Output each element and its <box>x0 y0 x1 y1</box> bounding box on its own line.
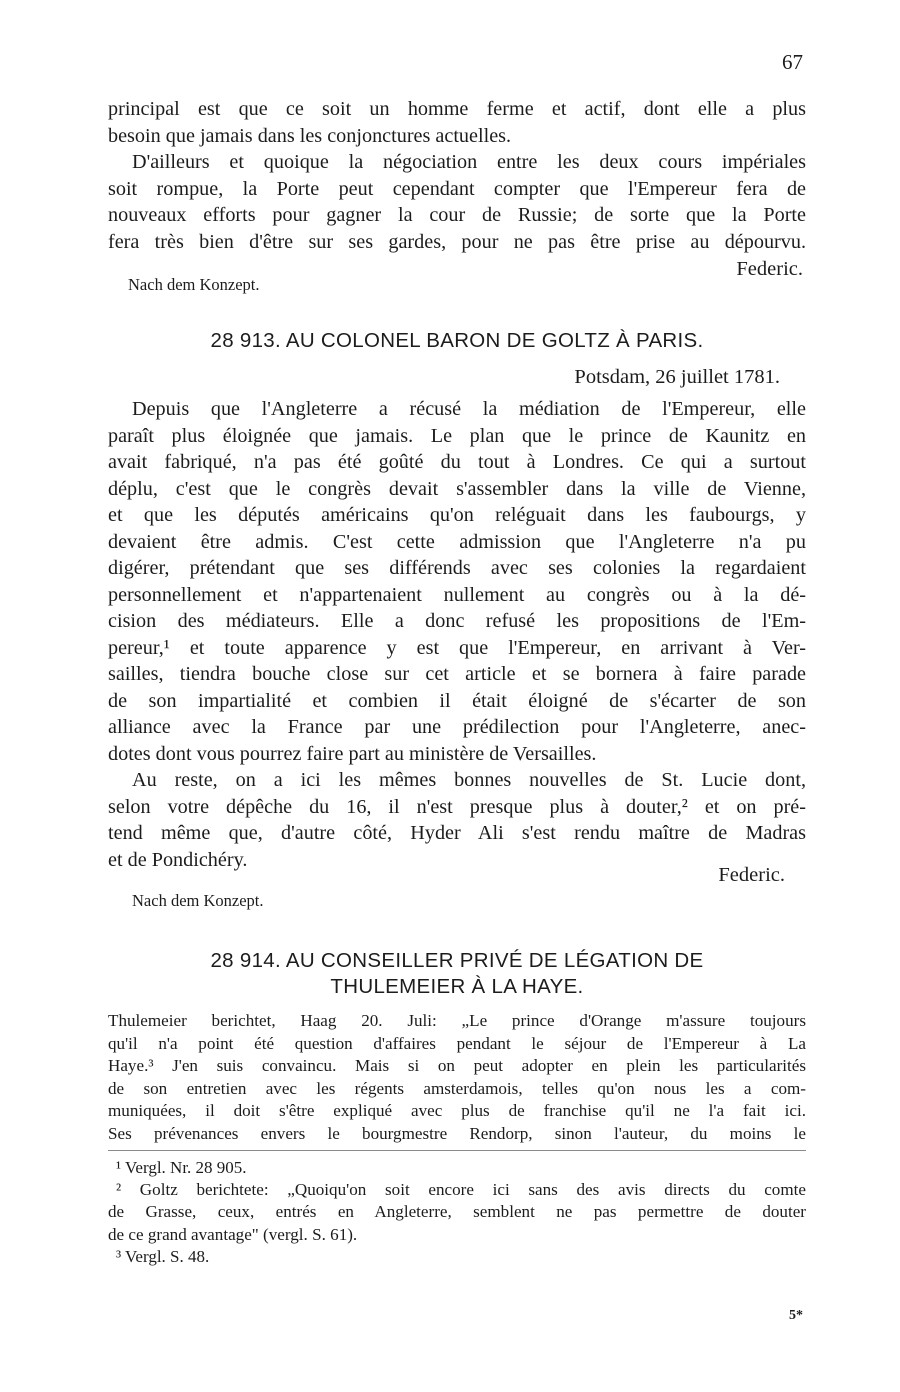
text-line: digérer, prétendant que ses différends avec ses colonies la regardaient <box>108 557 806 579</box>
text-line: Ses prévenances envers le bourgmestre Rendorp, sinon l'auteur, du moins le <box>108 1123 806 1143</box>
text-line: selon votre dépêche du 16, il n'est presque plus à douter,² et on pré- <box>108 795 806 818</box>
previous-letter-text <box>108 96 806 255</box>
text-line: Au reste, on a ici les mêmes bonnes nouvelles de St. Lucie dont, <box>132 769 806 791</box>
text-line: qu'il n'a point été question d'affaires pendant le séjour de l'Empereur à La <box>108 1033 806 1053</box>
footnote-line: de ce grand avantage" (vergl. S. 61). <box>108 1224 358 1244</box>
letter-text <box>108 396 806 873</box>
footnote-2 <box>108 1179 806 1202</box>
text-line: Haye.³ J'en suis convaincu. Mais si on peut adopter en plein les particularités <box>108 1056 806 1075</box>
letter-heading <box>108 328 806 354</box>
letter-heading <box>108 948 806 1000</box>
text-line: tend même que, d'autre côté, Hyder Ali s'est rendu maître de Madras <box>108 822 806 844</box>
letter-heading-line: 28 913. AU COLONEL BARON DE GOLTZ À PARIS. <box>210 329 704 352</box>
text-line: Thulemeier berichtet, Haag 20. Juli: „Le prince d'Orange m'assure toujours <box>108 1011 806 1030</box>
footnote-1: ¹ Vergl. Nr. 28 905. <box>116 1158 247 1177</box>
source-note: Nach dem Konzept. <box>132 891 264 910</box>
source-note: Nach dem Konzept. <box>128 275 260 294</box>
text-line: paraît plus éloignée que jamais. Le plan que le prince de Kaunitz en <box>108 424 806 447</box>
text-line: devaient être admis. C'est cette admission que l'Angleterre n'a pu <box>108 530 806 553</box>
signature: Federic. <box>736 258 803 280</box>
signature: Federic. <box>718 864 785 886</box>
text-line: principal est que ce soit un homme ferme et actif, dont elle a plus <box>108 98 806 120</box>
text-line: de son impartialité et combien il était éloigné de s'écarter de son <box>108 689 806 712</box>
text-line: déplu, c'est que le congrès devait s'assembler dans la ville de Vienne, <box>108 477 806 500</box>
text-line: Depuis que l'Angleterre a récusé la médiation de l'Empereur, elle <box>132 398 806 420</box>
place-date: Potsdam, 26 juillet 1781. <box>574 366 780 388</box>
footnotes <box>108 1157 806 1268</box>
text-line: et que les députés américains qu'on reléguait dans les faubourgs, y <box>108 504 806 526</box>
footnote-2-cont <box>108 1201 806 1246</box>
text-line: de son entretien avec les régents amsterdamois, telles qu'on nous les a com- <box>108 1078 806 1098</box>
page-number: 67 <box>782 50 803 74</box>
footnote-divider <box>108 1150 806 1151</box>
text-line: nouveaux efforts pour gagner la cour de Russie; de sorte que la Porte <box>108 204 806 226</box>
text-line: alliance avec la France par une prédilection pour l'Angleterre, anec- <box>108 716 806 738</box>
text-line: personnellement et n'appartenaient nullement au congrès ou à la dé- <box>108 583 806 606</box>
text-line: fera très bien d'être sur ses gardes, pour ne pas être prise au dépourvu. <box>108 230 806 253</box>
letter-heading-line: THULEMEIER À LA HAYE. <box>330 975 584 998</box>
text-line: et de Pondichéry. <box>108 848 248 871</box>
text-line: pereur,¹ et toute apparence y est que l'Empereur, en arrivant à Ver- <box>108 636 806 659</box>
footnote-line: ² Goltz berichtete: „Quoiqu'on soit encore ici sans des avis directs du comte <box>116 1179 806 1199</box>
text-line: sailles, tiendra bouche close sur cet article et se bornera à faire parade <box>108 663 806 685</box>
sheet-signature-mark: 5* <box>789 1308 803 1323</box>
text-line: D'ailleurs et quoique la négociation entre les deux cours impériales <box>132 151 806 173</box>
text-line: cision des médiateurs. Elle a donc refusé les propositions de l'Em- <box>108 610 806 632</box>
text-line: muniquées, il doit s'être expliqué avec plus de franchise qu'il ne l'a fait ici. <box>108 1101 806 1120</box>
footnote-line: de Grasse, ceux, entrés en Angleterre, semblent ne pas permettre de douter <box>108 1202 806 1221</box>
report-excerpt <box>108 1010 806 1145</box>
text-line: dotes dont vous pourrez faire part au ministère de Versailles. <box>108 742 597 765</box>
text-line: besoin que jamais dans les conjonctures actuelles. <box>108 124 512 147</box>
letter-heading-line: 28 914. AU CONSEILLER PRIVÉ DE LÉGATION DE <box>210 949 704 972</box>
text-line: avait fabriqué, n'a pas été goûté du tout à Londres. Ce qui a surtout <box>108 451 806 473</box>
footnote-3: ³ Vergl. S. 48. <box>116 1247 210 1266</box>
text-line: soit rompue, la Porte peut cependant compter que l'Empereur fera de <box>108 177 806 200</box>
